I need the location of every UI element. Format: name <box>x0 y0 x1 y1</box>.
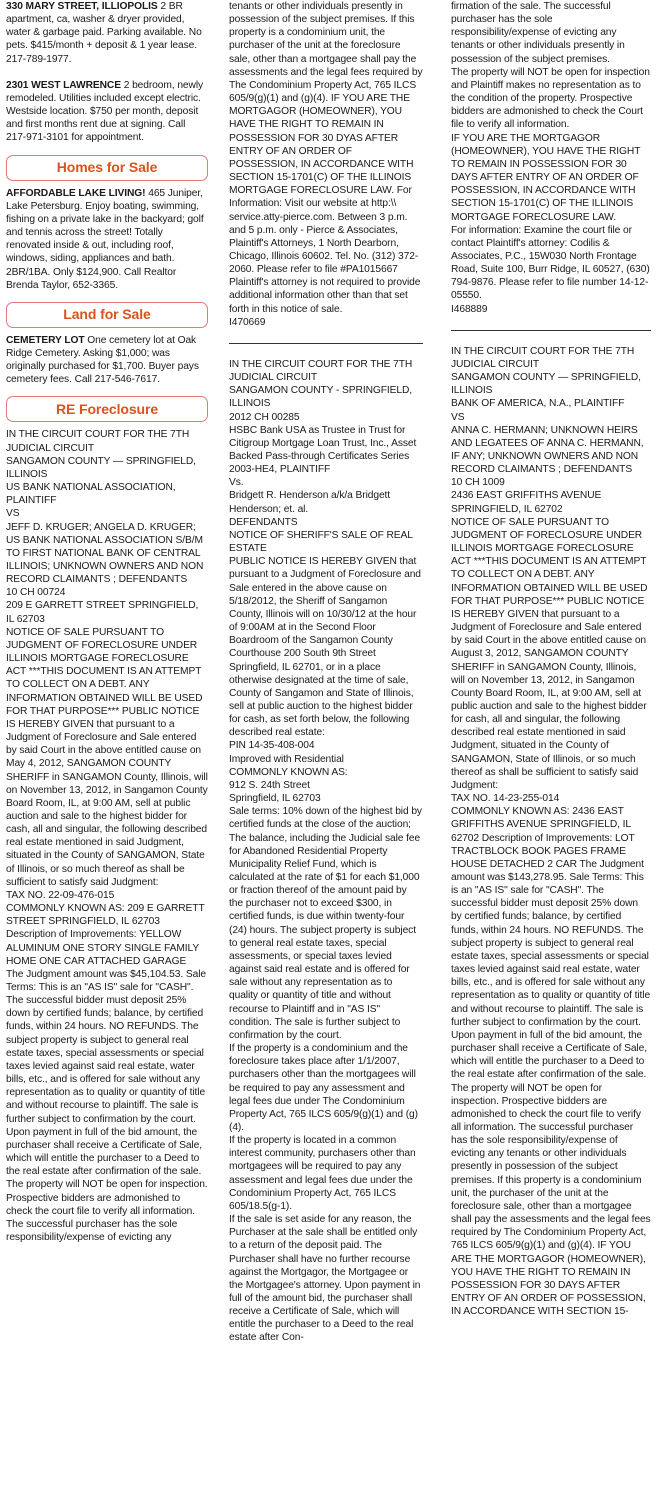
section-header-label: RE Foreclosure <box>55 400 159 417</box>
legal-notice-kruger-continued: tenants or other individuals presently in possession of the subject premises. If this property is a condominium unit, the purchaser of the unit at the foreclosure sale, other than a mortgagee shall pay the assessments and the legal fees required by The Condominium Property Act, 765 ILCS 605/9(g)(1) and (g)(4). IF YOU ARE THE MORTGAGOR (HOMEOWNER), YOU HAVE THE RIGHT TO REMAIN IN POSSESSION FOR 30 DYAS AFTER ENTRY OF AN ORDER OF POSSESSION, IN ACCORDANCE WITH SECTION 15-1701(C) OF THE ILLINOIS MORTGAGE FORECLOSURE LAW. For Information: Visit our website at http:\\ service.atty-pierce.com. Between 3 p.m. and 5 p.m. only - Pierce & Associates, Plaintiff's Attorneys, 1 North Dearborn, Chicago, Illinois 60602. Tel. No. (312) 372-2060. Please refer to file #PA1015667 Plaintiff's attorney is not required to provide additional information other than that set forth in this notice of sale. I470669 <box>229 1 423 328</box>
section-header-label: Land for Sale <box>63 306 151 323</box>
notice-divider <box>229 343 423 344</box>
ad-body: 2 bedroom, newly remodeled. Utilities included except electric. Westside location. $750 per month, deposit and first months rent due at signing. Call 217-971-3101 for appointment. <box>6 79 204 144</box>
ad-lead: AFFORDABLE LAKE LIVING! <box>6 187 146 199</box>
notice-divider <box>451 330 651 331</box>
classified-ad-lake-living <box>6 187 208 292</box>
column-left <box>6 0 208 1510</box>
legal-notice-kruger: IN THE CIRCUIT COURT FOR THE 7TH JUDICIAL CIRCUIT SANGAMON COUNTY — SPRINGFIELD, ILLINOIS US BANK NATIONAL ASSOCIATION, PLAINTIFF VS JEFF D. KRUGER; ANGELA D. KRUGER; US BANK NATIONAL ASSOCIATION S/B/M TO FIRST NATIONAL BANK OF CENTRAL ILLINOIS; UNKNOWN OWNERS AND NON RECORD CLAIMANTS ; DEFENDANTS 10 CH 00724 209 E GARRETT STREET SPRINGFIELD, IL 62703 NOTICE OF SALE PURSUANT TO JUDGMENT OF FORECLOSURE UNDER ILLINOIS MORTGAGE FORECLOSURE ACT ***THIS DOCUMENT IS AN ATTEMPT TO COLLECT ON A DEBT. ANY INFORMATION OBTAINED WILL BE USED FOR THAT PURPOSE*** PUBLIC NOTICE IS HEREBY GIVEN that pursuant to a Judgment of Foreclosure and Sale entered by said Court in the above entitled cause on May 4, 2012, SANGAMON COUNTY SHERIFF in SANGAMON County, Illinois, will on November 13, 2012, in Sangamon County Board Room, IL, at 9:00 AM, sell at public auction and sale to the highest bidder for cash, all and singular, the following described real estate mentioned in said Judgment, situated in the County of SANGAMON, State of Illinois, or so much thereof as shall be sufficient to satisfy said Judgment: TAX NO. 22-09-476-015 COMMONLY KNOWN AS: 209 E GARRETT STREET SPRINGFIELD, IL 62703 Description of Improvements: YELLOW ALUMINUM ONE STORY SINGLE FAMILY HOME ONE CAR ATTACHED GARAGE The Judgment amount was $45,104.53. Sale Terms: This is an "AS IS" sale for "CASH". The successful bidder must deposit 25% down by certified funds; balance, by certified funds, within 24 hours. NO REFUNDS. The subject property is subject to general real estate taxes, special assessments or special taxes levied against said real estate, water bills, etc., and is offered for sale without any representation as to quality or quantity of title and without recourse to plaintiff. The sale is further subject to confirmation by the court. Upon payment in full of the bid amount, the purchaser shall receive a Certificate of Sale, which will entitle the purchaser to a Deed to the real estate after confirmation of the sale. The property will NOT be open for inspection. Prospective bidders are admonished to check the court file to verify all information. The successful purchaser has the sole responsibility/expense of evicting any <box>6 429 208 1243</box>
column-middle <box>229 0 423 1510</box>
section-header-homes-for-sale <box>6 155 208 181</box>
legal-notice-henderson: IN THE CIRCUIT COURT FOR THE 7TH JUDICIAL CIRCUIT SANGAMON COUNTY - SPRINGFIELD, ILLINOIS 2012 CH 00285 HSBC Bank USA as Trustee in Trust for Citigroup Mortgage Loan Trust, Inc., Asset Backed Pass-through Certificates Series 2003-HE4, PLAINTIFF Vs. Bridgett R. Henderson a/k/a Bridgett Henderson; et. al. DEFENDANTS NOTICE OF SHERIFF'S SALE OF REAL ESTATE PUBLIC NOTICE IS HEREBY GIVEN that pursuant to a Judgment of Foreclosure and Sale entered in the above cause on 5/18/2012, the Sheriff of Sangamon County, Illinois will on 10/30/12 at the hour of 9:00AM at in the Second Floor Boardroom of the Sangamon County Courthouse 200 South 9th Street Springfield, IL 62701, or in a place otherwise designated at the time of sale, County of Sangamon and State of Illinois, sell at public auction to the highest bidder for cash, as set forth below, the following described real estate: PIN 14-35-408-004 Improved with Residential COMMONLY KNOWN AS: 912 S. 24th Street Springfield, IL 62703 Sale terms: 10% down of the highest bid by certified funds at the close of the auction; The balance, including the Judicial sale fee for Abandoned Residential Property Municipality Relief Fund, which is calculated at the rate of $1 for each $1,000 or fraction thereof of the amount paid by the purchaser not to exceed $300, in certified funds, is due within twenty-four (24) hours. The subject property is subject to general real estate taxes, special assessments, or special taxes levied against said real estate and is offered for sale without any representation as to quality or quantity of title and without recourse to Plaintiff and in "AS IS" condition. The sale is further subject to confirmation by the court. If the property is a condominium and the foreclosure takes place after 1/1/2007, purchasers other than the mortgagees will be required to pay any assessment and legal fees due under The Condominium Property Act, 765 ILCS 605/9(g)(1) and (g)(4). If the property is located in a common interest community, purchasers other than mortgagees will be required to pay any assessment and legal fees due under the Condominium Property Act, 765 ILCS 605/18.5(g-1). If the sale is set aside for any reason, the Purchaser at the sale shall be entitled only to a return of the deposit paid. The Purchaser shall have no further recourse against the Mortgagor, the Mortgagee or the Mortgagee's attorney. Upon payment in full of the amount bid, the purchaser shall receive a Certificate of Sale, which will entitle the purchaser to a Deed to the real estate after Con- <box>229 358 422 1344</box>
column-right <box>451 0 651 1510</box>
section-header-label: Homes for Sale <box>56 158 158 175</box>
legal-notice-hermann: IN THE CIRCUIT COURT FOR THE 7TH JUDICIAL CIRCUIT SANGAMON COUNTY — SPRINGFIELD, ILLINOIS BANK OF AMERICA, N.A., PLAINTIFF VS ANNA C. HERMANN; UNKNOWN HEIRS AND LEGATEES OF ANNA C. HERMANN, IF ANY; UNKNOWN OWNERS AND NON RECORD CLAIMANTS ; DEFENDANTS 10 CH 1009 2436 EAST GRIFFITHS AVENUE SPRINGFIELD, IL 62702 NOTICE OF SALE PURSUANT TO JUDGMENT OF FORECLOSURE UNDER ILLINOIS MORTGAGE FORECLOSURE ACT ***THIS DOCUMENT IS AN ATTEMPT TO COLLECT ON A DEBT. ANY INFORMATION OBTAINED WILL BE USED FOR THAT PURPOSE*** PUBLIC NOTICE IS HEREBY GIVEN that pursuant to a Judgment of Foreclosure and Sale entered by said Court in the above entitled cause on August 3, 2012, SANGAMON COUNTY SHERIFF in SANGAMON County, Illinois, will on November 13, 2012, in Sangamon County Board Room, IL, at 9:00 AM, sell at public auction and sale to the highest bidder for cash, all and singular, the following described real estate mentioned in said Judgment, situated in the County of SANGAMON, State of Illinois, or so much thereof as shall be sufficient to satisfy said Judgment: TAX NO. 14-23-255-014 COMMONLY KNOWN AS: 2436 EAST GRIFFITHS AVENUE SPRINGFIELD, IL 62702 Description of Improvements: LOT TRACTBLOCK BOOK PAGES FRAME HOUSE DETACHED 2 CAR The Judgment amount was $143,278.95. Sale Terms: This is an "AS IS" sale for "CASH". The successful bidder must deposit 25% down by certified funds; balance, by certified funds, within 24 hours. NO REFUNDS. The subject property is subject to general real estate taxes, special assessments or special taxes levied against said real estate, water bills, etc., and is offered for sale without any representation as to quality or quantity of title and without recourse to plaintiff. The sale is further subject to confirmation by the court. Upon payment in full of the bid amount, the purchaser shall receive a Certificate of Sale, which will entitle the purchaser to a Deed to the real estate after confirmation of the sale. The property will NOT be open for inspection. Prospective bidders are admonished to check the court file to verify all information. The successful purchaser has the sole responsibility/expense of evicting any tenants or other individuals presently in possession of the subject premises. If this property is a condominium unit, the purchaser of the unit at the foreclosure sale, other than a mortgagee shall pay the assessments and the legal fees required by The Condominium Property Act, 765 ILCS 605/9(g)(1) and (g)(4). IF YOU ARE THE MORTGAGOR (HOMEOWNER), YOU HAVE THE RIGHT TO REMAIN IN POSSESSION FOR 30 DAYS AFTER ENTRY OF AN ORDER OF POSSESSION, IN ACCORDANCE WITH SECTION 15- <box>451 345 651 1318</box>
section-header-re-foreclosure <box>6 396 208 422</box>
classified-ad-mary-street <box>6 0 208 66</box>
classified-ad-west-lawrence <box>6 79 208 145</box>
legal-notice-henderson-continued: firmation of the sale. The successful purchaser has the sole responsibility/expense of evicting any tenants or other individuals presently in possession of the subject premises. The property will NOT be open for inspection and Plaintiff makes no representation as to the condition of the property. Prospective bidders are admonished to check the Court file to verify all information. IF YOU ARE THE MORTGAGOR (HOMEOWNER), YOU HAVE THE RIGHT TO REMAIN IN POSSESSION FOR 30 DAYS AFTER ENTRY OF AN ORDER OF POSSESSION, IN ACCORDANCE WITH SECTION 15-1701(C) OF THE ILLINOIS MORTGAGE FORECLOSURE LAW. For information: Examine the court file or contact Plaintiff's attorney: Codilis & Associates, P.C., 15W030 North Frontage Road, Suite 100, Burr Ridge, IL 60527, (630) 794-9876. Please refer to file number 14-12-05550. I468889 <box>451 1 650 315</box>
ad-body: 2 BR apartment, ca, washer & dryer provided, water & garbage paid. Parking available. No pets. $415/month + deposit & 1 year lease. 217-789-1977. <box>6 1 202 65</box>
ad-lead: CEMETERY LOT <box>6 334 85 346</box>
classified-ad-cemetery-lot <box>6 334 208 387</box>
ad-lead: 330 MARY STREET, ILLIOPOLIS <box>6 1 158 12</box>
ad-body: One cemetery lot at Oak Ridge Cemetery. Asking $1,000; was originally purchased for $1,700. Buyer pays cemetery fees. Call 217-546-7617. <box>6 334 199 386</box>
ad-body: 465 Juniper, Lake Petersburg. Enjoy boating, swimming, fishing on a private lake in the backyard; golf and tennis across the street! Totally renovated inside & out, including roof, windows, siding, appliances and bath. 2BR/1BA. Only $124,900. Call Realtor Brenda Taylor, 652-3365. <box>6 187 204 291</box>
ad-lead: 2301 WEST LAWRENCE <box>6 79 121 91</box>
section-header-land-for-sale <box>6 302 208 328</box>
